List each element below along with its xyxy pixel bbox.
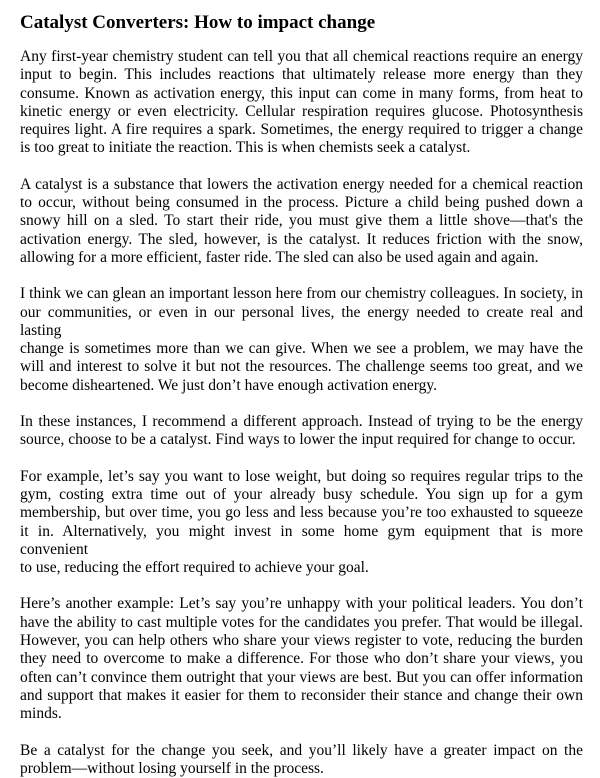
text-line: gym, costing extra time out of your already busy schedule. You sign up for a gym — [20, 486, 583, 504]
document-title: Catalyst Converters: How to impact change — [20, 12, 583, 33]
text-line: Any first-year chemistry student can tell you that all chemical reactions require an energy — [20, 48, 583, 66]
text-line: snowy hill on a sled. To start their ride, you must give them a little shove—that's the — [20, 212, 583, 230]
text-line: minds. — [20, 705, 583, 723]
text-line: and support that makes it easier for them to reconsider their stance and change their own — [20, 687, 583, 705]
paragraph — [20, 742, 583, 778]
paragraph — [20, 176, 583, 267]
document-body — [20, 48, 583, 778]
text-line: source, choose to be a catalyst. Find ways to lower the input required for change to occur. — [20, 431, 583, 449]
text-line: it in. Alternatively, you might invest in some home gym equipment that is more convenient — [20, 523, 583, 560]
text-line: activation energy. The sled, however, is the catalyst. It reduces friction with the snow, — [20, 231, 583, 249]
paragraph — [20, 285, 583, 395]
text-line: However, you can help others who share your views register to vote, reducing the burden — [20, 632, 583, 650]
text-line: will and interest to solve it but not the resources. The challenge seems too great, and we — [20, 358, 583, 376]
text-line: change is sometimes more than we can give. When we see a problem, we may have the — [20, 340, 583, 358]
text-line: is too great to initiate the reaction. This is when chemists seek a catalyst. — [20, 139, 583, 157]
text-line: membership, but over time, you go less and less because you’re too exhausted to squeeze — [20, 504, 583, 522]
text-line: allowing for a more efficient, faster ride. The sled can also be used again and again. — [20, 249, 583, 267]
paragraph — [20, 595, 583, 723]
paragraph — [20, 413, 583, 450]
text-line: For example, let’s say you want to lose weight, but doing so requires regular trips to the — [20, 468, 583, 486]
text-line: I think we can glean an important lesson here from our chemistry colleagues. In society, in — [20, 285, 583, 303]
text-line: have the ability to cast multiple votes for the candidates you prefer. That would be illegal. — [20, 614, 583, 632]
text-line: our communities, or even in our personal lives, the energy needed to create real and lasting — [20, 304, 583, 341]
text-line: become disheartened. We just don’t have enough activation energy. — [20, 377, 583, 395]
text-line: input to begin. This includes reactions that ultimately release more energy than they — [20, 66, 583, 84]
text-line: Here’s another example: Let’s say you’re unhappy with your political leaders. You don’t — [20, 595, 583, 613]
text-line: kinetic energy or even electricity. Cellular respiration requires glucose. Photosynthesis — [20, 103, 583, 121]
text-line: they need to overcome to make a difference. For those who don’t share your views, you — [20, 650, 583, 668]
text-line: Be a catalyst for the change you seek, and you’ll likely have a greater impact on the — [20, 742, 583, 760]
text-line: In these instances, I recommend a different approach. Instead of trying to be the energy — [20, 413, 583, 431]
paragraph — [20, 48, 583, 158]
text-line: to use, reducing the effort required to achieve your goal. — [20, 559, 583, 577]
text-line: often can’t convince them outright that your views are best. But you can offer information — [20, 669, 583, 687]
paragraph — [20, 468, 583, 578]
text-line: consume. Known as activation energy, this input can come in many forms, from heat to — [20, 85, 583, 103]
text-line: to occur, without being consumed in the process. Picture a child being pushed down a — [20, 194, 583, 212]
text-line: problem—without losing yourself in the process. — [20, 760, 583, 778]
text-line: requires light. A fire requires a spark. Sometimes, the energy required to trigger a change — [20, 121, 583, 139]
text-line: A catalyst is a substance that lowers the activation energy needed for a chemical reaction — [20, 176, 583, 194]
